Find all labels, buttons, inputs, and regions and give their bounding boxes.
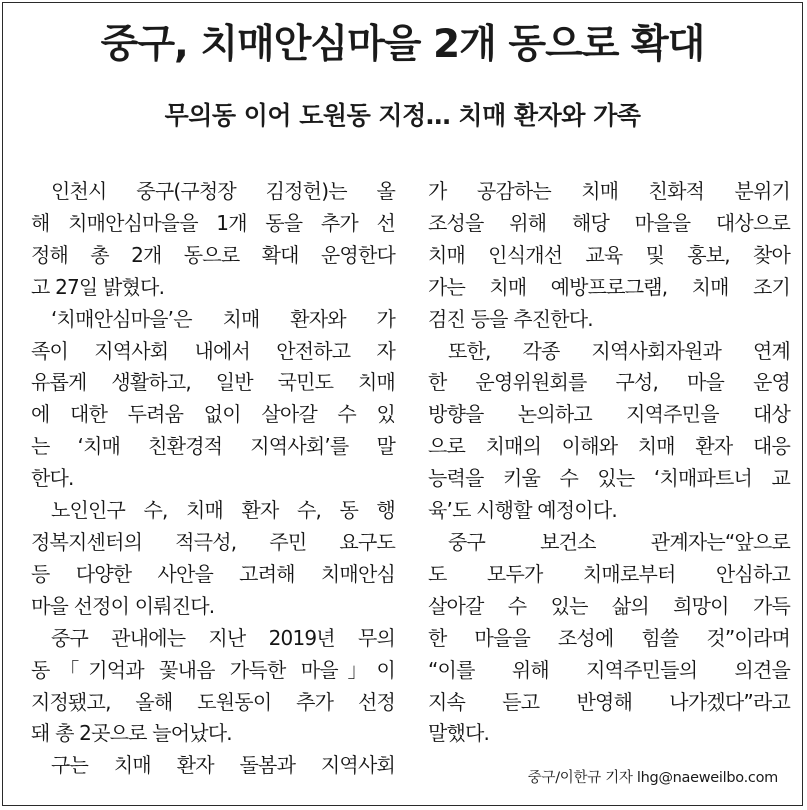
headline: 중구, 치매안심마을 2개 동으로 확대 [100,22,705,67]
text-line: 인천시 중구(구청장 김정헌)는 올 [51,179,395,203]
left-column [31,176,395,782]
text-line: 육’도 시행할 예정이다. [428,498,617,523]
text-line: 도 모두가 치매로부터 안심하고 [428,561,790,586]
text-line: 지속 듣고 반영해 나가겠다”라고 [428,689,790,714]
text-line: “이를 위해 지역주민들의 의견을 [428,657,790,682]
text-line: 정해 총 2개 동으로 확대 운영한다 [31,242,395,267]
text-line: 한 운영위원회를 구성, 마을 운영 [428,370,790,395]
text-line: 돼 총 2곳으로 늘어났다. [31,721,232,746]
text-line: 는 ‘치매 친환경적 지역사회’를 말 [31,434,395,459]
text-line: 가는 치매 예방프로그램, 치매 조기 [428,274,790,299]
text-line: 유롭게 생활하고, 일반 국민도 치매 [31,370,395,395]
text-line: 노인인구 수, 치매 환자 수, 동 행 [51,498,395,523]
text-line: 으로 치매의 이해와 치매 환자 대응 [428,434,790,459]
text-line: 마을 선정이 이뤄진다. [31,593,215,618]
text-line: 능력을 키울 수 있는 ‘치매파트너 교 [428,466,790,491]
text-line: 구는 치매 환자 돌봄과 지역사회 [51,753,395,778]
text-line: 지정됐고, 올해 도원동이 추가 선정 [31,689,395,714]
text-line: 해 치매안심마을을 1개 동을 추가 선 [31,210,395,235]
subheadline: 무의동 이어 도원동 지정… 치매 환자와 가족 [164,101,641,130]
text-line: 살아갈 수 있는 삶의 희망이 가득 [428,593,790,618]
text-line: 등 다양한 사안을 고려해 치매안심 [31,561,395,586]
article-frame [2,2,803,806]
text-line: 정복지센터의 적극성, 주민 요구도 [31,529,395,554]
right-column [428,176,790,750]
text-line: 가 공감하는 치매 친화적 분위기 [428,179,790,203]
byline: 중구/이한규 기자 lhg@naeweilbo.com [527,770,778,786]
text-line: ‘치매안심마을’은 치매 환자와 가 [51,306,395,331]
text-line: 방향을 논의하고 지역주민을 대상 [428,402,790,427]
text-line: 족이 지역사회 내에서 안전하고 자 [31,338,395,363]
text-line: 치매 인식개선 교육 및 홍보, 찾아 [428,242,790,267]
text-line: 동「기억과 꽃내음 가득한 마을」이 [31,657,395,682]
text-line: 조성을 위해 해당 마을을 대상으로 [428,210,790,235]
text-line: 한다. [31,466,74,491]
text-line: 고 27일 밝혔다. [31,274,165,299]
text-line: 또한, 각종 지역사회자원과 연계 [448,338,790,363]
text-line: 중구 관내에는 지난 2019년 무의 [51,625,395,650]
text-line: 에 대한 두려움 없이 살아갈 수 있 [31,402,395,427]
text-line: 한 마을을 조성에 힘쓸 것”이라며 [428,625,790,650]
text-line: 검진 등을 추진한다. [428,306,593,331]
text-line: 중구 보건소 관계자는“앞으로 [448,529,790,554]
text-line: 말했다. [428,721,490,746]
